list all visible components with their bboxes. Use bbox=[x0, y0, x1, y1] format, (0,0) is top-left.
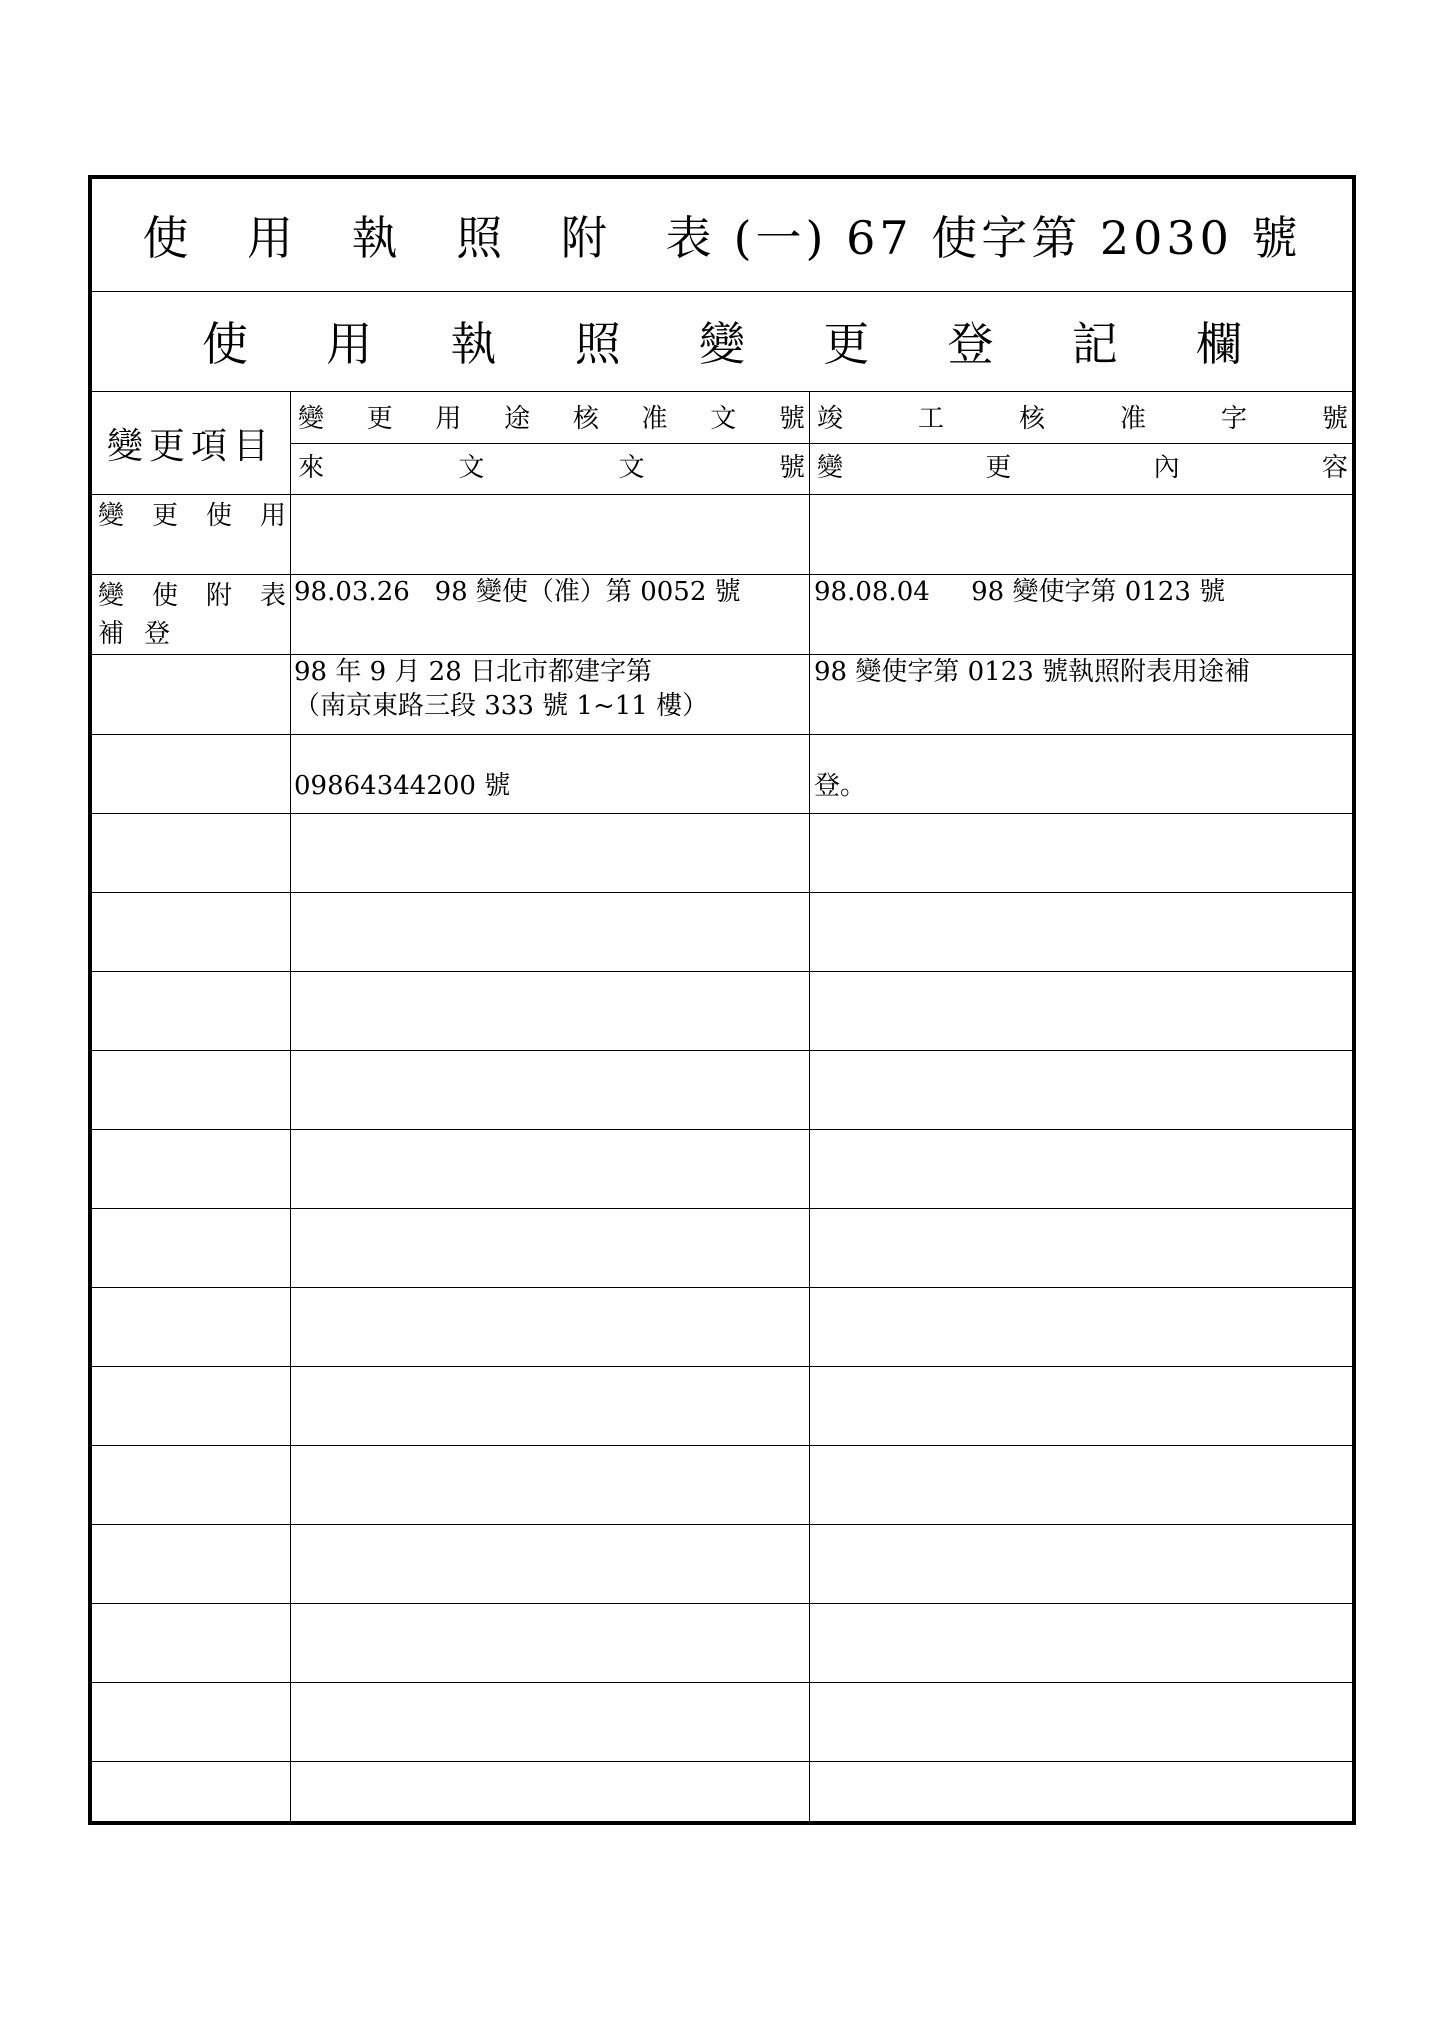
header-incoming-doc-no: 來 文 文 號 bbox=[298, 453, 805, 483]
section-title-char: 執 bbox=[450, 317, 497, 371]
row-divider bbox=[92, 813, 1352, 814]
title-suffix: (一) 67 使字第 2030 號 bbox=[733, 211, 1302, 265]
section-title-char: 照 bbox=[574, 317, 621, 371]
header-item-label: 變更項目 bbox=[106, 425, 275, 467]
title-prefix: 使 用 執 照 附 表 bbox=[142, 211, 734, 265]
row-divider bbox=[92, 1603, 1352, 1604]
row-item-label: 變 使 附 表 bbox=[98, 581, 286, 611]
section-title-char: 登 bbox=[947, 317, 994, 371]
row-divider bbox=[92, 892, 1352, 893]
row-divider bbox=[92, 1682, 1352, 1683]
section-title-char: 欄 bbox=[1196, 317, 1242, 371]
row-divider bbox=[92, 1761, 1352, 1762]
license-form bbox=[88, 175, 1356, 1825]
row-divider bbox=[92, 1287, 1352, 1288]
row-divider bbox=[92, 734, 1352, 735]
header-approval-doc-no: 變 更 用 途 核 准 文 號 bbox=[298, 404, 805, 434]
row-divider bbox=[92, 1445, 1352, 1446]
row-divider bbox=[92, 971, 1352, 972]
row-divider bbox=[92, 574, 1352, 575]
row-divider bbox=[92, 1050, 1352, 1051]
row-item-label: 變 更 使 用 bbox=[98, 501, 286, 531]
section-title-char: 用 bbox=[326, 317, 373, 371]
row-divider bbox=[92, 1524, 1352, 1525]
row-approval-doc: 98.03.26 98 變使（准）第 0052 號 （南京東路三段 333 號 1~11 樓） bbox=[294, 577, 741, 721]
header-divider bbox=[290, 443, 1352, 444]
row-divider bbox=[92, 654, 1352, 655]
section-title-char: 變 bbox=[699, 317, 745, 371]
row-approval-doc: 98 年 9 月 28 日北市都建字第 09864344200 號 bbox=[294, 657, 653, 801]
row-item-label-cont: 補登 bbox=[98, 619, 191, 649]
row-divider bbox=[92, 1129, 1352, 1130]
section-title bbox=[92, 291, 1352, 392]
section-title-char: 使 bbox=[202, 317, 248, 371]
column-divider bbox=[809, 392, 810, 1825]
row-divider bbox=[92, 494, 1352, 495]
section-title-char: 記 bbox=[1071, 317, 1118, 371]
row-completion-doc: 98.08.04 98 變使字第 0123 號 bbox=[814, 577, 1226, 607]
section-title-char: 更 bbox=[823, 317, 870, 371]
row-divider bbox=[92, 1366, 1352, 1367]
header-completion-no: 竣 工 核 准 字 號 bbox=[817, 404, 1348, 434]
form-title bbox=[92, 179, 1352, 292]
row-change-content: 98 變使字第 0123 號執照附表用途補 登。 bbox=[814, 657, 1251, 801]
column-divider bbox=[290, 392, 291, 1825]
row-divider bbox=[92, 1208, 1352, 1209]
header-change-content: 變 更 內 容 bbox=[817, 453, 1348, 483]
